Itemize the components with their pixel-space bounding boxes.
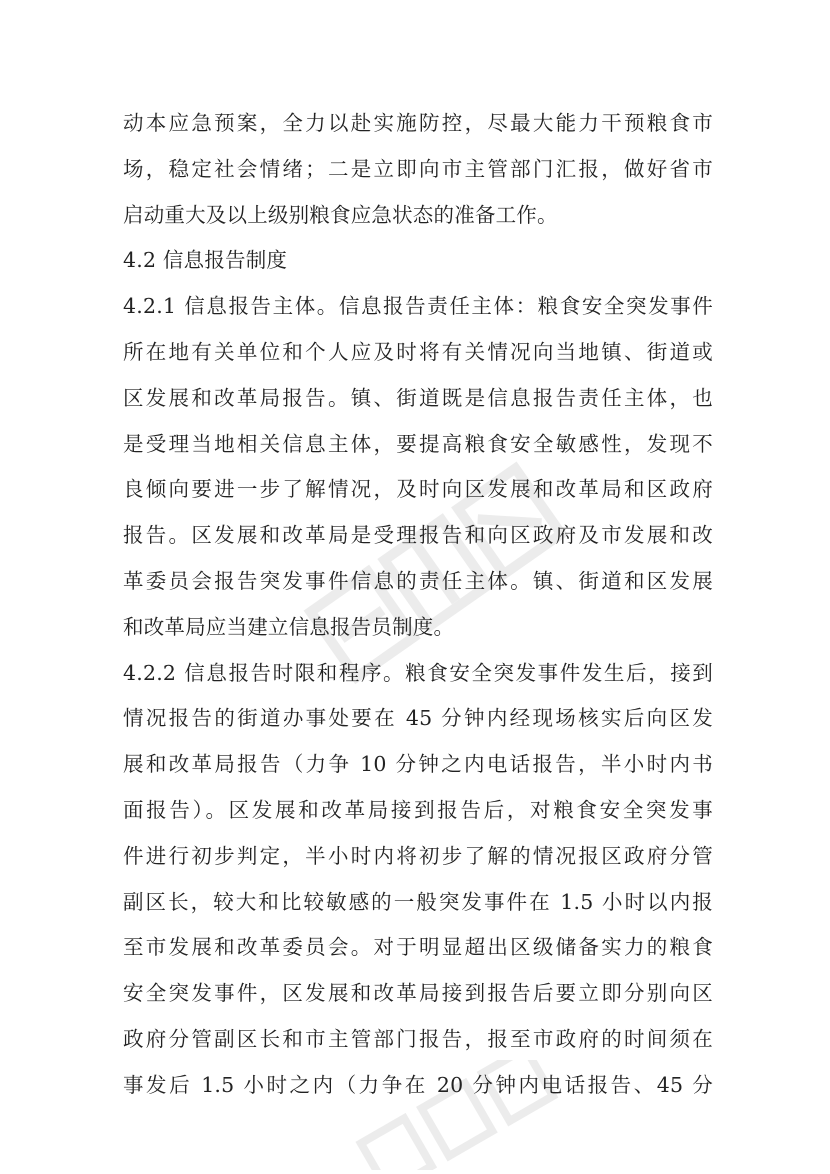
text-line: 是受理当地相关信息主体，要提高粮食安全敏感性，发现不	[123, 431, 713, 456]
text-line: 启动重大及以上级别粮食应急状态的准备工作。	[123, 202, 558, 227]
text-line: 政府分管副区长和市主管部门报告，报至市政府的时间须在	[123, 1026, 713, 1051]
text-line: 场，稳定社会情绪；二是立即向市主管部门汇报，做好省市	[123, 156, 713, 181]
text-line: 情况报告的街道办事处要在 45 分钟内经现场核实后向区发	[123, 706, 713, 731]
text-line: 区发展和改革局报告。镇、街道既是信息报告责任主体，也	[123, 385, 713, 410]
text-line: 展和改革局报告（力争 10 分钟之内电话报告，半小时内书	[123, 752, 713, 777]
text-line: 副区长，较大和比较敏感的一般突发事件在 1.5 小时以内报	[123, 889, 713, 914]
text-line: 件进行初步判定，半小时内将初步了解的情况报区政府分管	[123, 843, 713, 868]
text-line: 所在地有关单位和个人应及时将有关情况向当地镇、街道或	[123, 339, 713, 364]
text-line: 安全突发事件，区发展和改革局接到报告后要立即分别向区	[123, 981, 713, 1006]
document-body	[123, 101, 713, 1109]
text-line: 动本应急预案，全力以赴实施防控，尽最大能力干预粮食市	[123, 111, 713, 135]
text-line: 良倾向要进一步了解情况，及时向区发展和改革局和区政府	[123, 477, 713, 502]
text-line: 4.2.2 信息报告时限和程序。粮食安全突发事件发生后，接到	[123, 660, 713, 685]
text-line: 和改革局应当建立信息报告员制度。	[123, 614, 455, 639]
text-line: 报告。区发展和改革局是受理报告和向区政府及市发展和改	[123, 523, 713, 548]
section-heading: 4.2 信息报告制度	[123, 248, 288, 273]
text-line: 4.2.1 信息报告主体。信息报告责任主体：粮食安全突发事件	[123, 294, 713, 319]
text-line: 面报告）。区发展和改革局接到报告后，对粮食安全突发事	[123, 797, 713, 822]
text-line: 至市发展和改革委员会。对于明显超出区级储备实力的粮食	[123, 935, 713, 960]
text-line: 事发后 1.5 小时之内（力争在 20 分钟内电话报告、45 分	[123, 1072, 713, 1097]
text-line: 革委员会报告突发事件信息的责任主体。镇、街道和区发展	[123, 568, 713, 593]
